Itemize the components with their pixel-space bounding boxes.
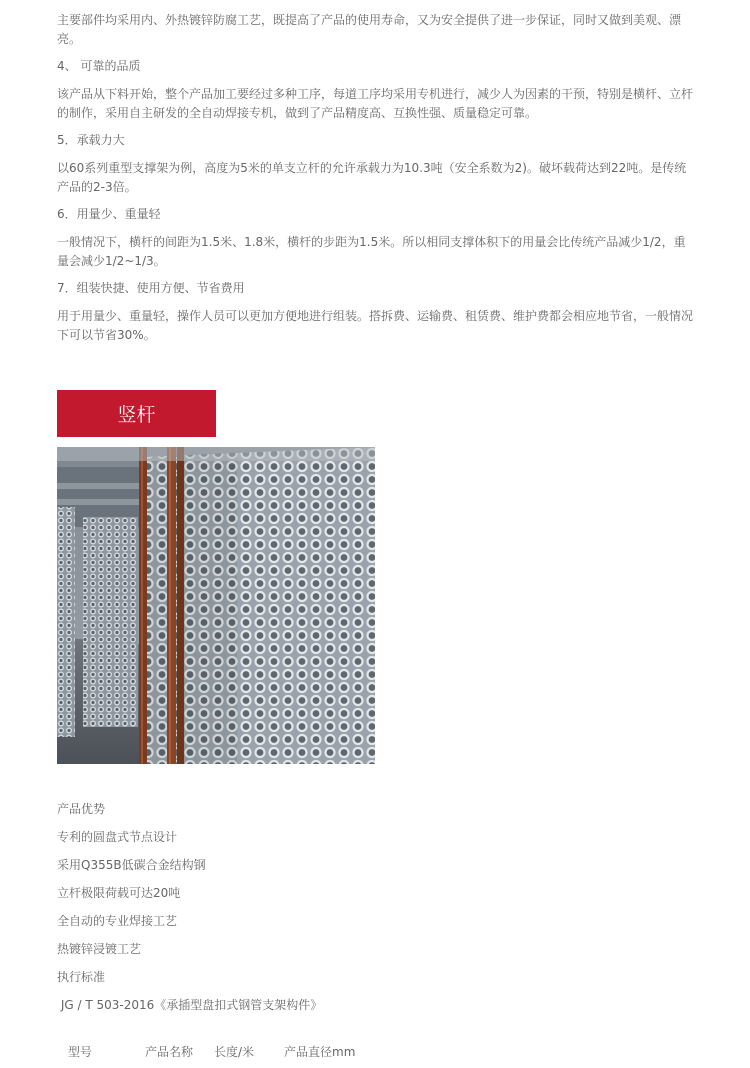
advantage-item: 热镀锌浸镀工艺: [57, 942, 142, 956]
heading-weight: 6．用量少、重量轻: [57, 207, 161, 221]
standard-title: 执行标准: [57, 970, 106, 984]
advantage-item: 专利的圆盘式节点设计: [57, 830, 178, 844]
paragraph-weight: 一般情况下，横杆的间距为1.5米、1.8米，横杆的步距为1.5米。所以相同支撑体积下的用量会比传统产品减少1/2，重量会减少1/2~1/3。: [57, 235, 686, 268]
advantage-item: 全自动的专业焊接工艺: [57, 914, 178, 928]
paragraph-quality: 该产品从下料开始，整个产品加工要经过多种工序，每道工序均采用专机进行，减少人为因素的干预，特别是横杆、立杆的制作，采用自主研发的全自动焊接专机，做到了产品精度高、互换性强、质量稳定可靠。: [57, 87, 694, 120]
column-header-length: 长度/米: [214, 1045, 255, 1059]
product-photo-steel-poles: [57, 447, 375, 764]
paragraph-load: 以60系列重型支撑架为例，高度为5米的单支立杆的允许承载力为10.3吨（安全系数为2)。破坏载荷达到22吨。是传统产品的2-3倍。: [57, 161, 687, 194]
paragraph-assembly: 用于用量少、重量轻，操作人员可以更加方便地进行组装。搭拆费、运输费、租赁费、维护费都会相应地节省，一般情况下可以节省30%。: [57, 309, 694, 342]
column-header-model: 型号: [68, 1045, 93, 1059]
advantage-item: 采用Q355B低碳合金结构钢: [57, 858, 206, 872]
spec-table-header: [57, 1042, 697, 1062]
heading-load: 5．承载力大: [57, 133, 125, 147]
section-banner-vertical-pole: 竖杆: [57, 390, 216, 437]
advantage-item: 立杆极限荷载可达20吨: [57, 886, 181, 900]
column-header-diameter: 产品直径mm: [284, 1045, 356, 1059]
advantages-title: 产品优势: [57, 802, 106, 816]
column-header-name: 产品名称: [145, 1045, 194, 1059]
paragraph-corrosion: 主要部件均采用内、外热镀锌防腐工艺，既提高了产品的使用寿命，又为安全提供了进一步保证，同时又做到美观、漂亮。: [57, 13, 682, 46]
standard-code: JG / T 503-2016《承插型盘扣式钢管支架构件》: [57, 998, 323, 1012]
heading-quality: 4、 可靠的品质: [57, 59, 141, 73]
heading-assembly: 7．组装快捷、使用方便、节省费用: [57, 281, 245, 295]
